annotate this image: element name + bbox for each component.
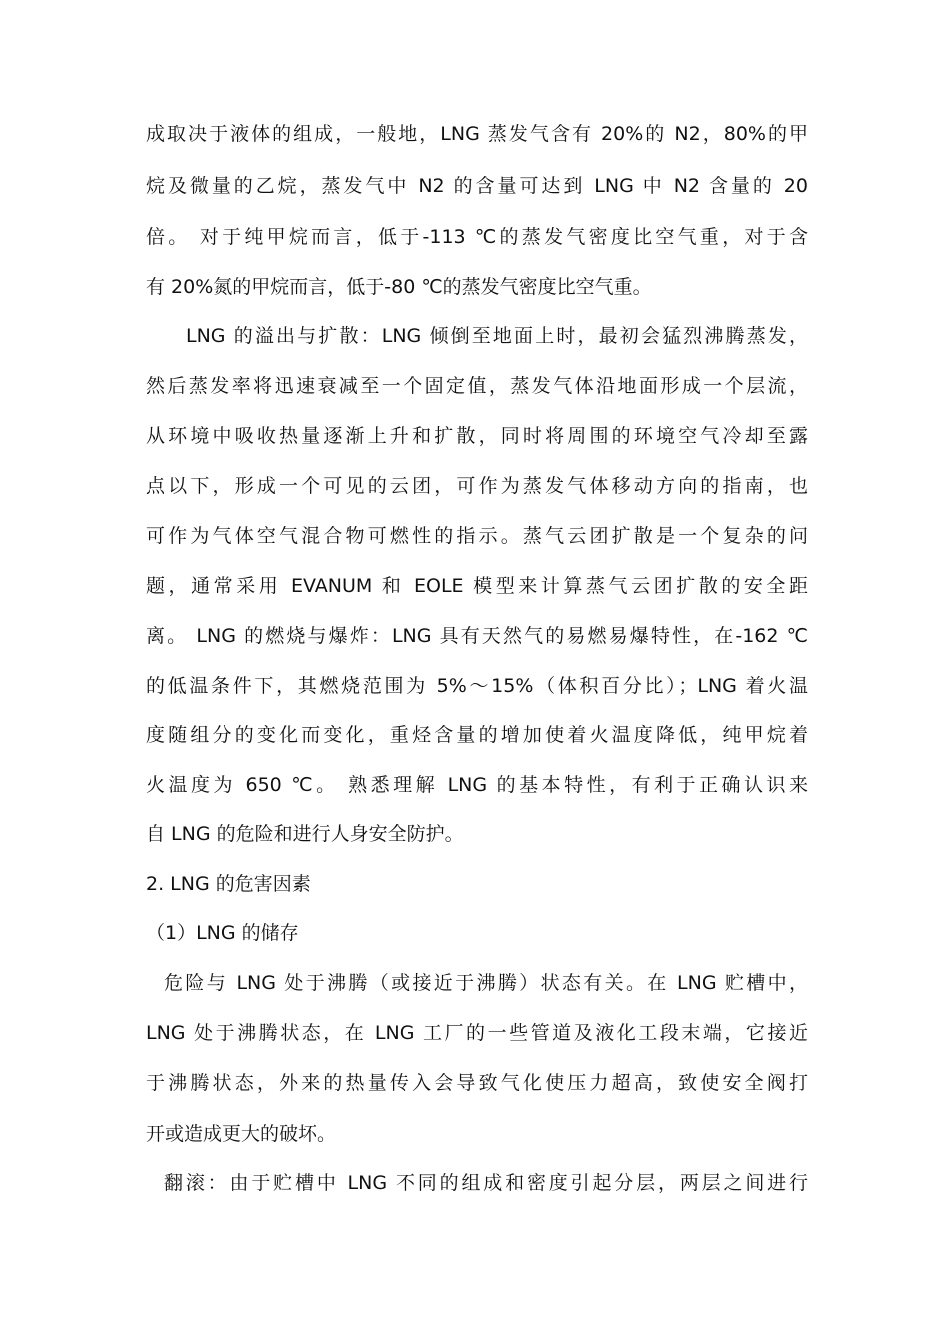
paragraph-first-line: 翻滚：由于贮槽中 LNG 不同的组成和密度引起分层，两层之间进行 <box>164 1172 808 1194</box>
section-heading: 2. LNG 的危害因素 <box>146 873 311 895</box>
text-line: 自 LNG 的危险和进行人身安全防护。 <box>146 823 464 845</box>
text-line: 可作为气体空气混合物可燃性的指示。蒸气云团扩散是一个复杂的问 <box>146 525 808 547</box>
text-line: 有 20%氮的甲烷而言，低于-80 ℃的蒸发气密度比空气重。 <box>146 276 652 298</box>
text-line: 度随组分的变化而变化，重烃含量的增加使着火温度降低，纯甲烷着 <box>146 724 808 746</box>
text-line: 从环境中吸收热量逐渐上升和扩散，同时将周围的环境空气冷却至露 <box>146 425 808 447</box>
text-line: 成取决于液体的组成，一般地，LNG 蒸发气含有 20%的 N2，80%的甲 <box>146 123 808 145</box>
text-line: 离。 LNG 的燃烧与爆炸：LNG 具有天然气的易燃易爆特性，在-162 ℃ <box>146 625 808 647</box>
text-line: 于沸腾状态，外来的热量传入会导致气化使压力超高，致使安全阀打 <box>146 1072 808 1094</box>
text-line: 题，通常采用 EVANUM 和 EOLE 模型来计算蒸气云团扩散的安全距 <box>146 575 808 597</box>
text-line: 然后蒸发率将迅速衰减至一个固定值，蒸发气体沿地面形成一个层流， <box>146 375 808 397</box>
text-line: LNG 处于沸腾状态，在 LNG 工厂的一些管道及液化工段末端，它接近 <box>146 1022 808 1044</box>
subsection-heading: （1）LNG 的储存 <box>146 922 299 944</box>
text-line: 的低温条件下，其燃烧范围为 5%～15%（体积百分比）；LNG 着火温 <box>146 675 808 697</box>
paragraph-first-line: 危险与 LNG 处于沸腾（或接近于沸腾）状态有关。在 LNG 贮槽中， <box>164 972 808 994</box>
text-line: 开或造成更大的破坏。 <box>146 1123 337 1145</box>
paragraph-first-line: LNG 的溢出与扩散：LNG 倾倒至地面上时，最初会猛烈沸腾蒸发， <box>186 325 808 347</box>
text-line: 火温度为 650 ℃。 熟悉理解 LNG 的基本特性，有利于正确认识来 <box>146 774 808 796</box>
text-line: 点以下，形成一个可见的云团，可作为蒸发气体移动方向的指南，也 <box>146 475 808 497</box>
text-line: 烷及微量的乙烷，蒸发气中 N2 的含量可达到 LNG 中 N2 含量的 20 <box>146 175 808 197</box>
text-line: 倍。 对于纯甲烷而言，低于-113 ℃的蒸发气密度比空气重，对于含 <box>146 226 808 248</box>
